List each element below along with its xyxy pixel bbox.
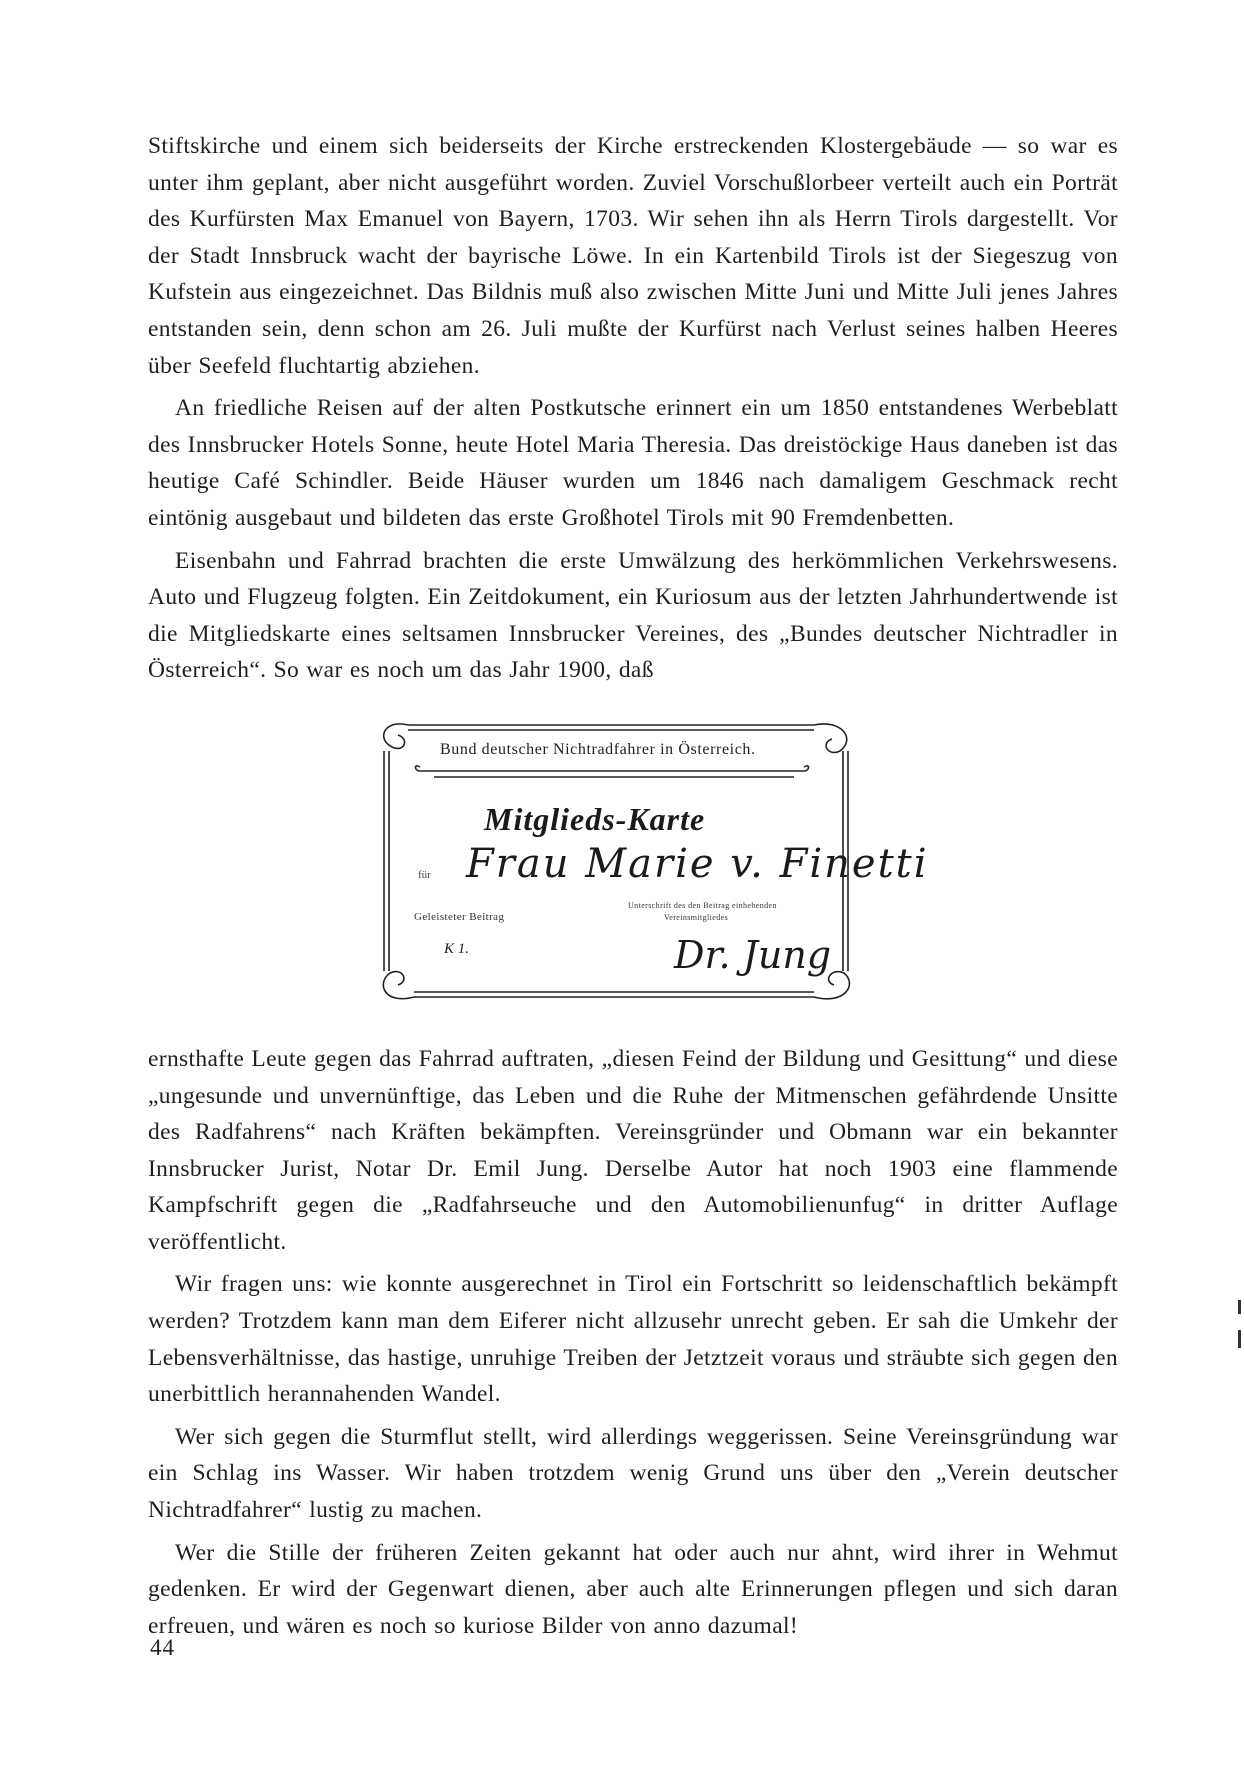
paragraph-2: An friedliche Reisen auf der alten Postkutsche erinnert ein um 1850 entstandenes Werbeblatt des Innsbrucker Hotels Sonne, heute Hotel Maria Theresia. Das dreistöckige Haus daneben ist das heutige Café Schindler. Beide Häuser wurden um 1846 nach damaligem Geschmack recht eintönig ausgebaut und bildeten das erste Großhotel Tirols mit 90 Fremdenbetten. [148,395,1118,531]
card-beitrag-label: Geleisteter Beitrag [414,910,505,923]
card-signature-caption: Unterschrift des den Beitrag einhebenden [628,900,777,910]
edge-mark [1238,1330,1241,1348]
card-signature: Dr. Jung [674,932,832,977]
paragraph-5: Wir fragen uns: wie konnte ausgerechnet in Tirol ein Fortschritt so leidenschaftlich bekämpft werden? Trotzdem kann man dem Eiferer nicht allzusehr unrecht geben. Er sah die Umkehr der Lebensverhältnisse, das hastige, unruhige Treiben der Jetztzeit voraus und sträubte sich gegen den unerbittlich herannahenden Wandel. [148,1271,1118,1408]
membership-card [374,711,929,1011]
card-fuer-label: für [418,868,431,881]
card-amount: K 1. [444,940,470,957]
paragraph-7: Wer die Stille der früheren Zeiten gekannt hat oder auch nur ahnt, wird ihrer in Wehmut gedenken. Er wird der Gegenwart dienen, aber auch alte Erinnerungen pflegen und sich daran erfreuen, und wären es noch so kuriose Bilder von anno dazumal! [148,1539,1118,1639]
page-body [148,128,1118,1650]
membership-card-figure [148,711,1118,1011]
paragraph-4: ernsthafte Leute gegen das Fahrrad auftraten, „diesen Feind der Bildung und Gesittung“ und diese „ungesunde und unvernünftige, das Leben und die Ruhe der Mitmenschen gefährdende Unsitte des Radfahrens“ nach Kräften bekämpften. Vereinsgründer und Obmann war ein bekannter Innsbrucker Jurist, Notar Dr. Emil Jung. Derselbe Autor hat noch 1903 eine flammende Kampfschrift gegen die „Radfahrseuche und den Automobilienunfug“ in dritter Auflage veröffentlicht. [148,1045,1118,1255]
paragraph-6: Wer sich gegen die Sturmflut stellt, wird allerdings weggerissen. Seine Vereinsgründung war ein Schlag ins Wasser. Wir haben trotzdem wenig Grund uns über den „Verein deutscher Nichtradfahrer“ lustig zu machen. [148,1423,1118,1524]
card-title: Mitglieds-Karte [484,800,706,837]
paragraph-1: Stiftskirche und einem sich beiderseits der Kirche erstreckenden Klostergebäude — so war es unter ihm geplant, aber nicht ausgeführt worden. Zuviel Vorschußlorbeer verteilt auch ein Porträt des Kurfürsten Max Emanuel von Bayern, 1703. Wir sehen ihn als Herrn Tirols dargestellt. Vor der Stadt Innsbruck wacht der bayrische Löwe. In ein Kartenbild Tirols ist der Siegeszug von Kufstein aus eingezeichnet. Das Bildnis muß also zwischen Mitte Juni und Mitte Juli jenes Jahres entstanden sein, denn schon am 26. Juli mußte der Kurfürst nach Verlust seines halben Heeres über Seefeld fluchtartig abziehen. [148,133,1118,379]
card-member-name: Frau Marie v. Finetti [466,840,929,887]
page-number: 44 [150,1635,175,1660]
paragraph-3: Eisenbahn und Fahrrad brachten die erste Umwälzung des herkömmlichen Verkehrswesens. Auto und Flugzeug folgten. Ein Zeitdokument, ein Kuriosum aus der letzten Jahrhundertwende ist die Mitgliedskarte eines seltsamen Innsbrucker Vereines, des „Bundes deutscher Nichtradler in Österreich“. So war es noch um das Jahr 1900, daß [148,547,1118,684]
card-header: Bund deutscher Nichtradfahrer in Österreich. [440,740,756,758]
card-signature-caption-2: Vereinsmitgliedes [664,912,729,922]
edge-mark [1238,1300,1241,1314]
